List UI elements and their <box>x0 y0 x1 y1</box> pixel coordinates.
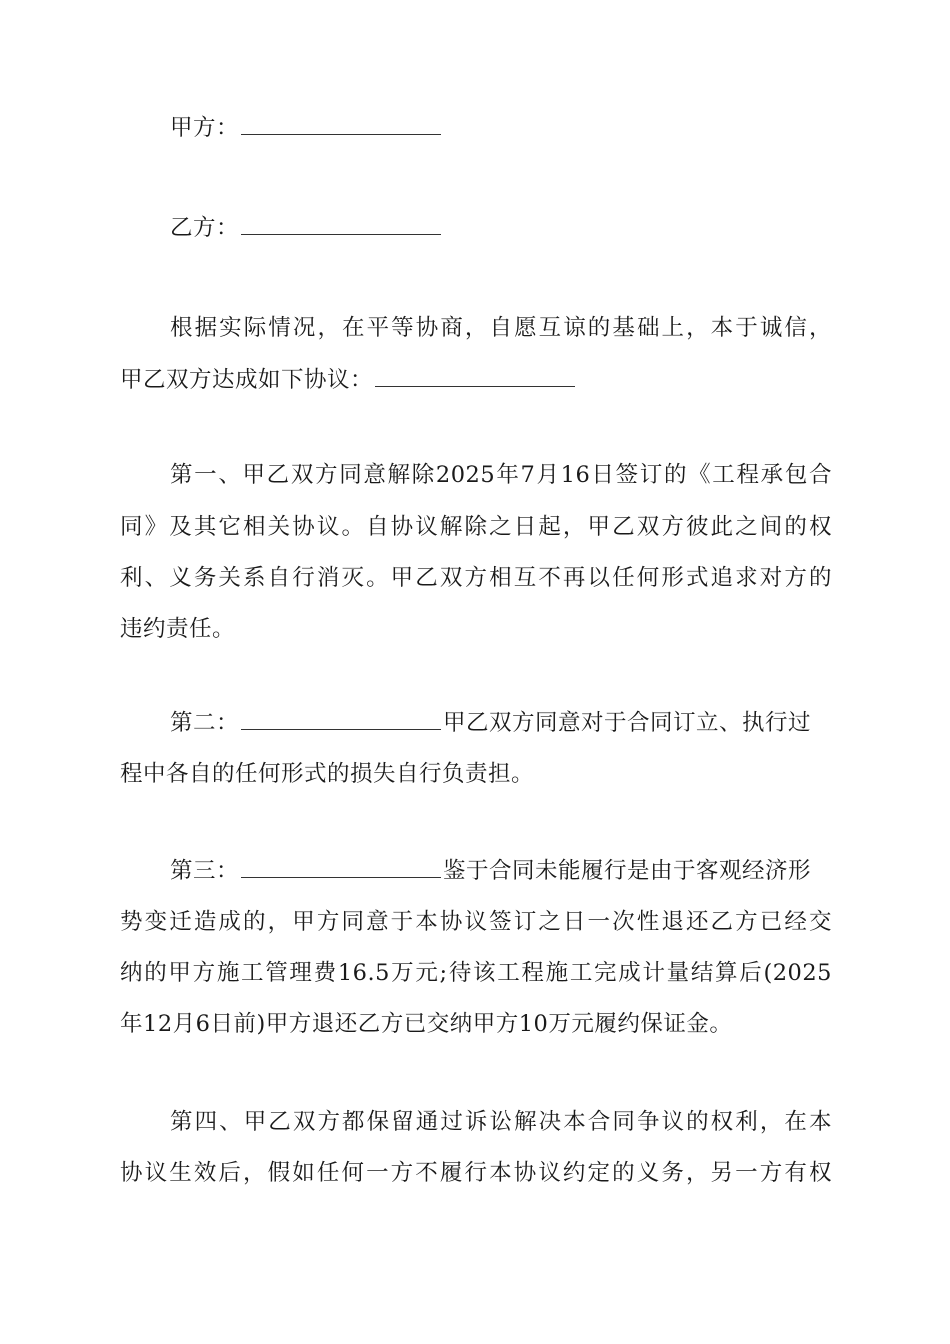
clause1-line-1: 第一、甲乙双方同意解除2025年7月16日签订的《工程承包合 <box>170 462 832 488</box>
preamble-line-1: 根据实际情况，在平等协商，自愿互谅的基础上，本于诚信， <box>170 315 832 341</box>
clause3-line-1 <box>120 846 832 896</box>
clause1-line-2: 同》及其它相关协议。自协议解除之日起，甲乙双方彼此之间的权 <box>120 514 832 540</box>
clause4-line-1: 第四、甲乙双方都保留通过诉讼解决本合同争议的权利，在本 <box>170 1109 832 1135</box>
clause2-prefix: 第二： <box>170 710 240 736</box>
clause3-line-1-rest: 鉴于合同未能履行是由于客观经济形 <box>443 858 812 884</box>
clause3-blank <box>241 847 441 878</box>
clause1-line-3: 利、义务关系自行消灭。甲乙双方相互不再以任何形式追求对方的 <box>120 565 832 591</box>
party-b-label: 乙方： <box>170 215 240 241</box>
party-b-line <box>120 203 832 253</box>
clause4-line-2: 协议生效后，假如任何一方不履行本协议约定的义务，另一方有权 <box>120 1160 832 1186</box>
preamble-line-2 <box>120 355 832 405</box>
party-a-blank <box>241 104 441 135</box>
clause2-blank <box>241 699 441 730</box>
clause3-line-2: 势变迁造成的，甲方同意于本协议签订之日一次性退还乙方已经交 <box>120 909 832 935</box>
clause1-line-4: 违约责任。 <box>120 616 236 642</box>
preamble-blank <box>375 356 575 387</box>
clause2-line-1-rest: 甲乙双方同意对于合同订立、执行过 <box>443 710 812 736</box>
party-a-line <box>120 103 832 153</box>
clause2-line-2: 程中各自的任何形式的损失自行负责担。 <box>120 761 535 787</box>
party-b-blank <box>241 204 441 235</box>
preamble-line-2-text: 甲乙双方达成如下协议： <box>120 367 374 393</box>
clause3-prefix: 第三： <box>170 858 240 884</box>
clause3-line-3: 纳的甲方施工管理费16.5万元;待该工程施工完成计量结算后(2025 <box>120 960 832 986</box>
party-a-label: 甲方： <box>170 115 240 141</box>
clause3-line-4: 年12月6日前)甲方退还乙方已交纳甲方10万元履约保证金。 <box>120 1011 733 1037</box>
clause2-line-1 <box>120 698 832 748</box>
